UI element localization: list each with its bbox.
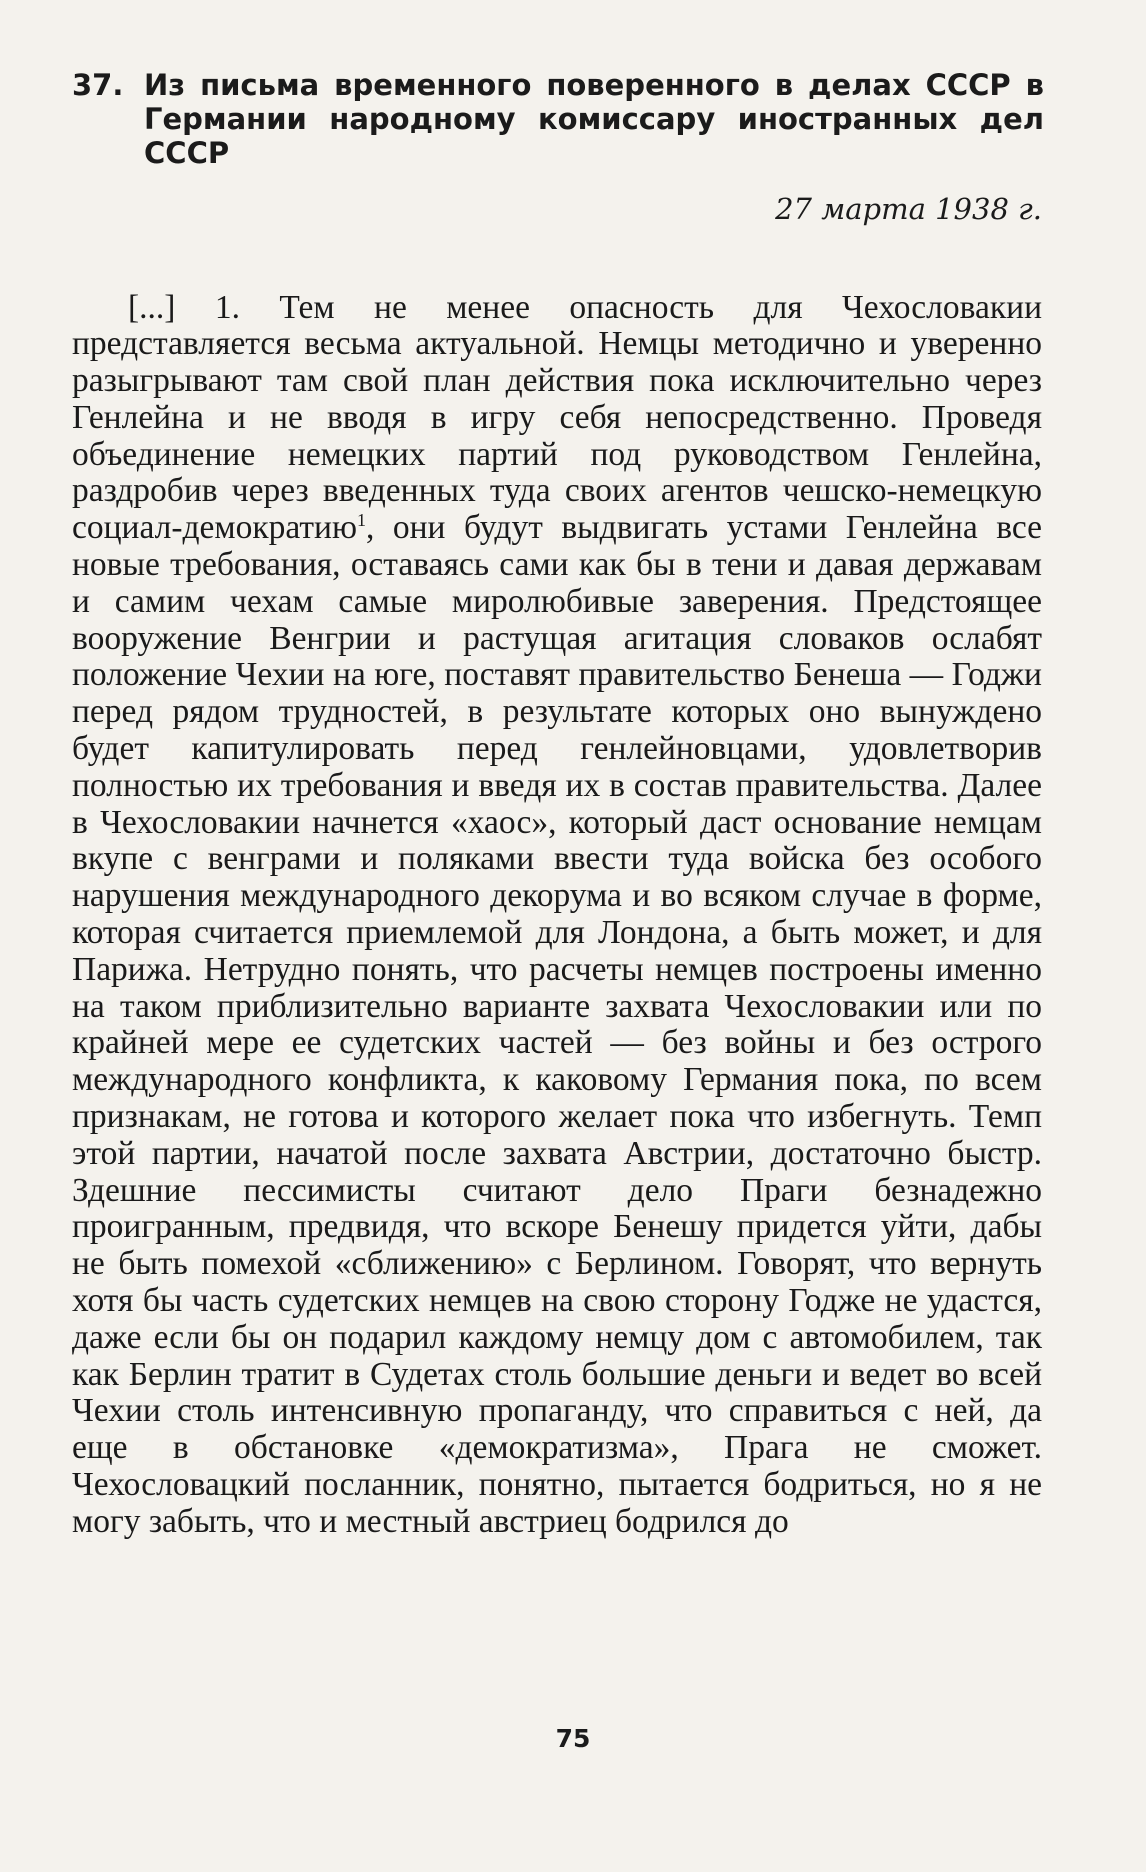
page-number: 75	[555, 1724, 591, 1753]
document-date: 27 марта 1938 г.	[775, 192, 1042, 226]
body-paragraph	[72, 290, 1042, 1541]
footnote-marker: 1	[357, 510, 366, 531]
document-heading	[72, 68, 1044, 170]
document-number: 37.	[72, 68, 124, 102]
body-text-start: [...] 1. Тем не менее опасность для Чехословакии представляется весьма актуальной. Немцы методично и уверенно разыгрывают там свой план действия пока исключительно через Генлейна и не вводя в игру себя непосредственно. Проведя объединение немецких партий под руководством Генлейна, раздробив через введенных туда своих агентов чешско-немецкую социал-демократию	[72, 288, 1042, 547]
body-text-rest: , они будут выдвигать устами Генлейна все новые требования, оставаясь сами как бы в тени и давая державам и самим чехам самые миролюбивые заверения. Предстоящее вооружение Венгрии и растущая агитация словаков ослабят положение Чехии на юге, поставят правительство Бенеша — Годжи перед рядом трудностей, в результате которых оно вынуждено будет капитулировать перед генлейновцами, удовлетворив полностью их требования и введя их в состав правительства. Далее в Чехословакии начнется «хаос», который даст основание немцам вкупе с венграми и поляками ввести туда войска без особого нарушения международного декорума и во всяком случае в форме, которая считается приемлемой для Лондона, а быть может, и для Парижа. Нетрудно понять, что расчеты немцев построены именно на таком приблизительно варианте захвата Чехословакии или по крайней мере ее судетских частей — без войны и без острого международного конфликта, к каковому Германия пока, по всем признакам, не готова и которого желает пока что избегнуть. Темп этой партии, начатой после захвата Австрии, достаточно быстр. Здешние пессимисты считают дело Праги безнадежно проигранным, предвидя, что вскоре Бенешу придется уйти, дабы не быть помехой «сближению» с Берлином. Говорят, что вернуть хотя бы часть судетских немцев на свою сторону Годже не удастся, даже если бы он подарил каждому немцу дом с автомобилем, так как Берлин тратит в Судетах столь большие деньги и ведет во всей Чехии столь интенсивную пропаганду, что справиться с ней, да еще в обстановке «демократизма», Прага не сможет. Чехословацкий посланник, понятно, пытается бодриться, но я не могу забыть, что и местный австриец бодрился до	[72, 509, 1042, 1540]
document-title: Из письма временного поверенного в делах СССР в Германии народному комиссару иностранных дел СССР	[144, 68, 1044, 170]
